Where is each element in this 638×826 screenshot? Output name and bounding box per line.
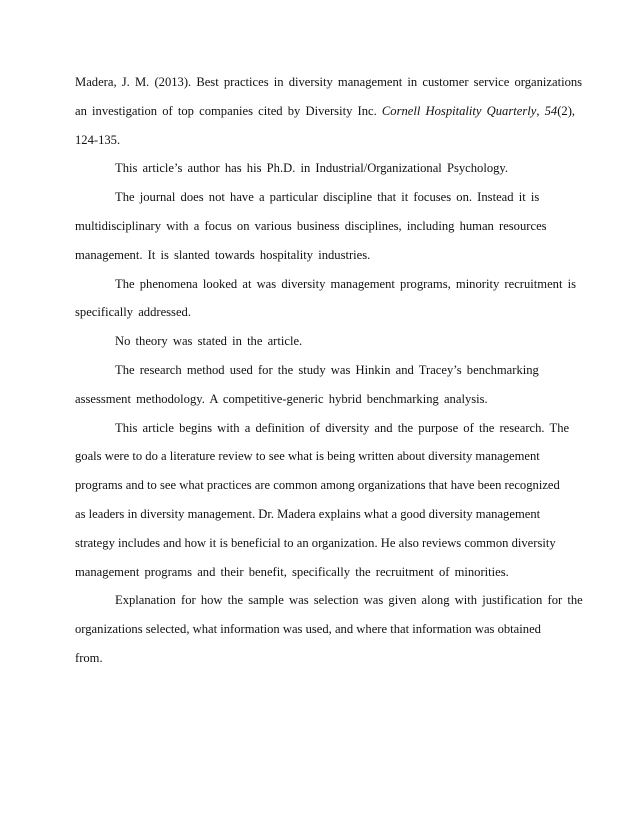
paragraph-summary-line-6: management programs and their benefit, specifically the recruitment of minorities. (75, 564, 509, 579)
citation-line-1: Madera, J. M. (2013). Best practices in diversity management in customer service organizations (75, 75, 583, 89)
paragraph-phenomena-line-1: The phenomena looked at was diversity management programs, minority recruitment is (115, 276, 577, 291)
document-body (75, 68, 583, 673)
citation-authors-title: an investigation of top companies cited by Diversity Inc. (75, 103, 382, 118)
paragraph-sample-line-3: from. (75, 650, 103, 665)
citation-issue: (2), (557, 103, 576, 118)
citation-volume: 54 (544, 103, 558, 118)
citation-journal: Cornell Hospitality Quarterly (381, 103, 537, 118)
paragraph-summary-line-5: strategy includes and how it is beneficial to an organization. He also reviews common diversity (75, 535, 556, 550)
citation-line-3: 124-135. (75, 132, 121, 147)
paragraph-summary-line-4: as leaders in diversity management. Dr. Madera explains what a good diversity management (75, 506, 541, 521)
paragraph-phenomena-line-2: specifically addressed. (75, 305, 191, 320)
paragraph-summary-line-3: programs and to see what practices are common among organizations that have been recognized (75, 478, 560, 493)
paragraph-discipline-line-1: The journal does not have a particular discipline that it focuses on. Instead it is (115, 190, 540, 205)
paragraph-summary-line-1: This article begins with a definition of diversity and the purpose of the research. The (115, 420, 570, 435)
paragraph-method-line-2: assessment methodology. A competitive-generic hybrid benchmarking analysis. (75, 391, 488, 406)
paragraph-sample-line-2: organizations selected, what information was used, and where that information was obtained (75, 622, 541, 637)
paragraph-discipline-line-2: multidisciplinary with a focus on various business disciplines, including human resources (75, 218, 547, 233)
paragraph-author-credentials: This article’s author has his Ph.D. in Industrial/Organizational Psychology. (115, 161, 509, 176)
citation-sep: , (536, 103, 545, 118)
paragraph-sample-line-1: Explanation for how the sample was selection was given along with justification for the (115, 593, 583, 608)
citation-line-2 (75, 97, 576, 126)
paragraph-summary-line-2: goals were to do a literature review to see what is being written about diversity management (75, 449, 540, 464)
paragraph-theory: No theory was stated in the article. (115, 334, 303, 349)
paragraph-discipline-line-3: management. It is slanted towards hospitality industries. (75, 247, 371, 262)
paragraph-method-line-1: The research method used for the study was Hinkin and Tracey’s benchmarking (115, 362, 539, 377)
